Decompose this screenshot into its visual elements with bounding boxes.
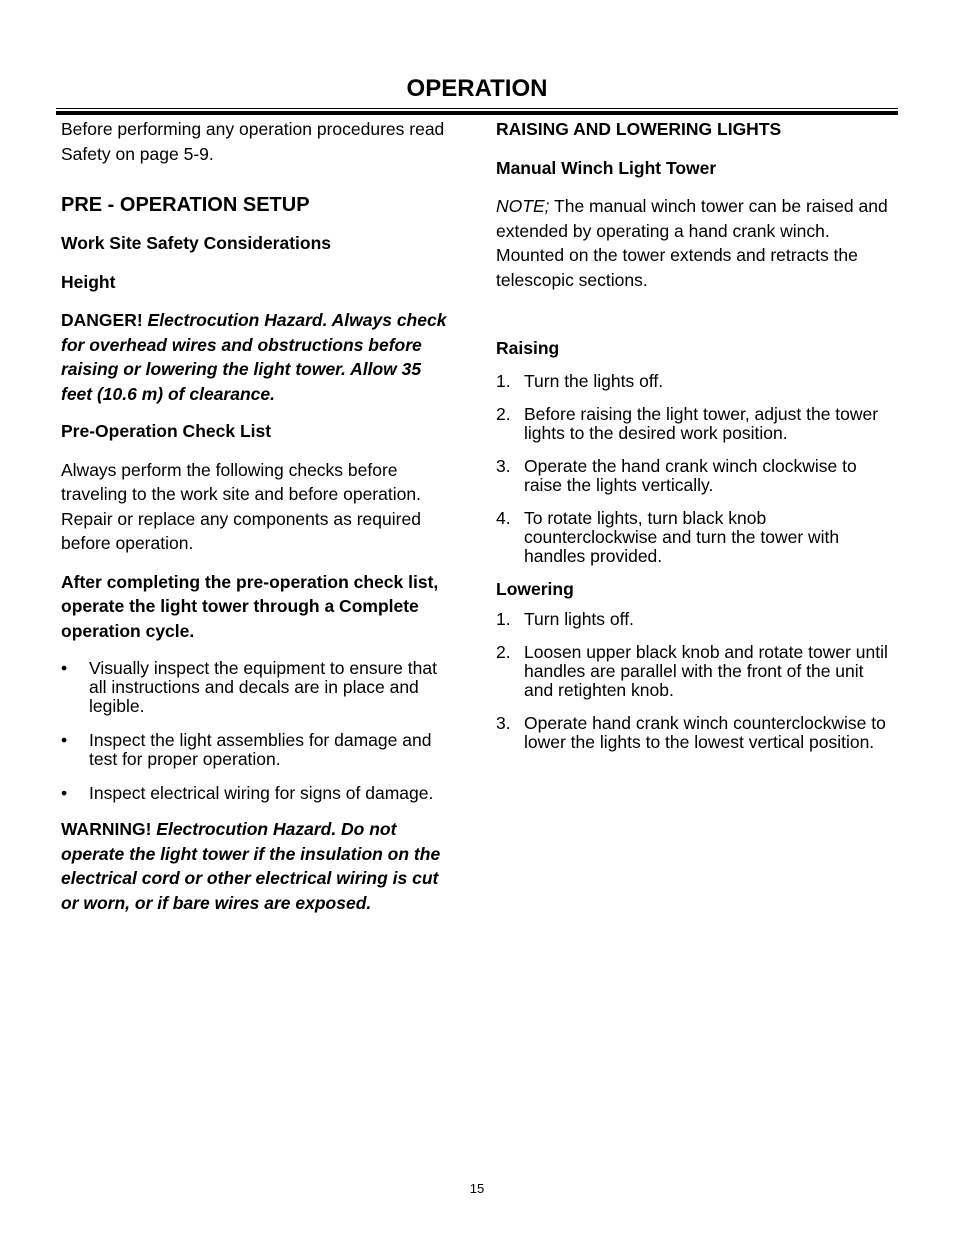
note-paragraph [496,194,894,292]
danger-text: Electrocution Hazard. Always check for overhead wires and obstructions before raising or lowering the light tower. Allow 35 feet (10.6 m) of clearance. [61,310,447,404]
step-text: Operate the hand crank winch clockwise to raise the lights vertically. [524,455,857,495]
step-text: Turn lights off. [524,609,634,629]
warning-label: WARNING! [61,819,152,839]
lowering-heading: Lowering [496,578,574,599]
lowering-steps [496,610,894,752]
warning-text: Electrocution Hazard. Do not operate the light tower if the insulation on the electrical cord or other electrical wiring is cut or worn, or if bare wires are exposed. [61,819,441,913]
step-number: 3. [496,455,511,476]
list-item [496,509,894,566]
step-number: 2. [496,403,511,424]
list-item [496,405,894,443]
step-number: 1. [496,370,511,391]
raising-heading: Raising [496,338,560,358]
step-number: 4. [496,507,511,528]
bullet-icon: • [61,783,68,803]
title-rule-thick [56,111,898,115]
note-label: NOTE; [496,196,550,216]
list-item [496,457,894,495]
checklist-heading: Pre-Operation Check List [61,421,272,441]
left-column [61,117,447,915]
step-number: 1. [496,609,511,629]
list-item [61,659,447,716]
bullet-text: Inspect the light assemblies for damage and test for proper operation. [89,730,432,769]
danger-label: DANGER! [61,310,143,330]
list-item [61,731,447,769]
step-text: Turn the lights off. [524,370,664,391]
intro-text: Before performing any operation procedures read Safety on page 5-9. [61,119,445,164]
list-item [496,372,894,391]
raising-lowering-heading: RAISING AND LOWERING LIGHTS [496,119,782,139]
warning-notice [61,817,447,915]
page-title: OPERATION [406,75,548,102]
bullet-icon: • [61,730,68,750]
checklist-intro: Always perform the following checks before traveling to the work site and before operation. Repair or replace any components as required before operation. [61,459,421,553]
step-number: 3. [496,713,511,733]
after-checklist-text: After completing the pre-operation check list, operate the light tower through a Complete operation cycle. [61,571,439,641]
note-text: The manual winch tower can be raised and extended by operating a hand crank winch. Mounted on the tower extends and retracts the telescopic sections. [496,196,888,290]
bullet-icon: • [61,658,68,678]
work-site-heading: Work Site Safety Considerations [61,233,332,253]
step-text: Loosen upper black knob and rotate tower until handles are parallel with the front of the unit and retighten knob. [524,642,888,700]
step-text: Before raising the light tower, adjust the tower lights to the desired work position. [524,403,879,443]
right-column [496,117,894,752]
bullet-text: Visually inspect the equipment to ensure that all instructions and decals are in place and legible. [89,658,437,716]
title-rule-thin [56,108,898,109]
danger-notice [61,308,447,406]
list-item [61,784,447,803]
page-number: 15 [469,1181,485,1196]
manual-winch-heading: Manual Winch Light Tower [496,157,717,178]
bullet-text: Inspect electrical wiring for signs of damage. [89,783,434,803]
step-number: 2. [496,642,511,662]
list-item [496,714,894,752]
height-heading: Height [61,271,116,292]
step-text: To rotate lights, turn black knob counterclockwise and turn the tower with handles provided. [524,507,840,566]
raising-steps [496,372,894,566]
list-item [496,610,894,629]
step-text: Operate hand crank winch counterclockwise to lower the lights to the lowest vertical position. [524,713,886,752]
checklist-bullets [61,659,447,803]
pre-operation-setup-heading: PRE - OPERATION SETUP [61,194,310,216]
list-item [496,643,894,700]
